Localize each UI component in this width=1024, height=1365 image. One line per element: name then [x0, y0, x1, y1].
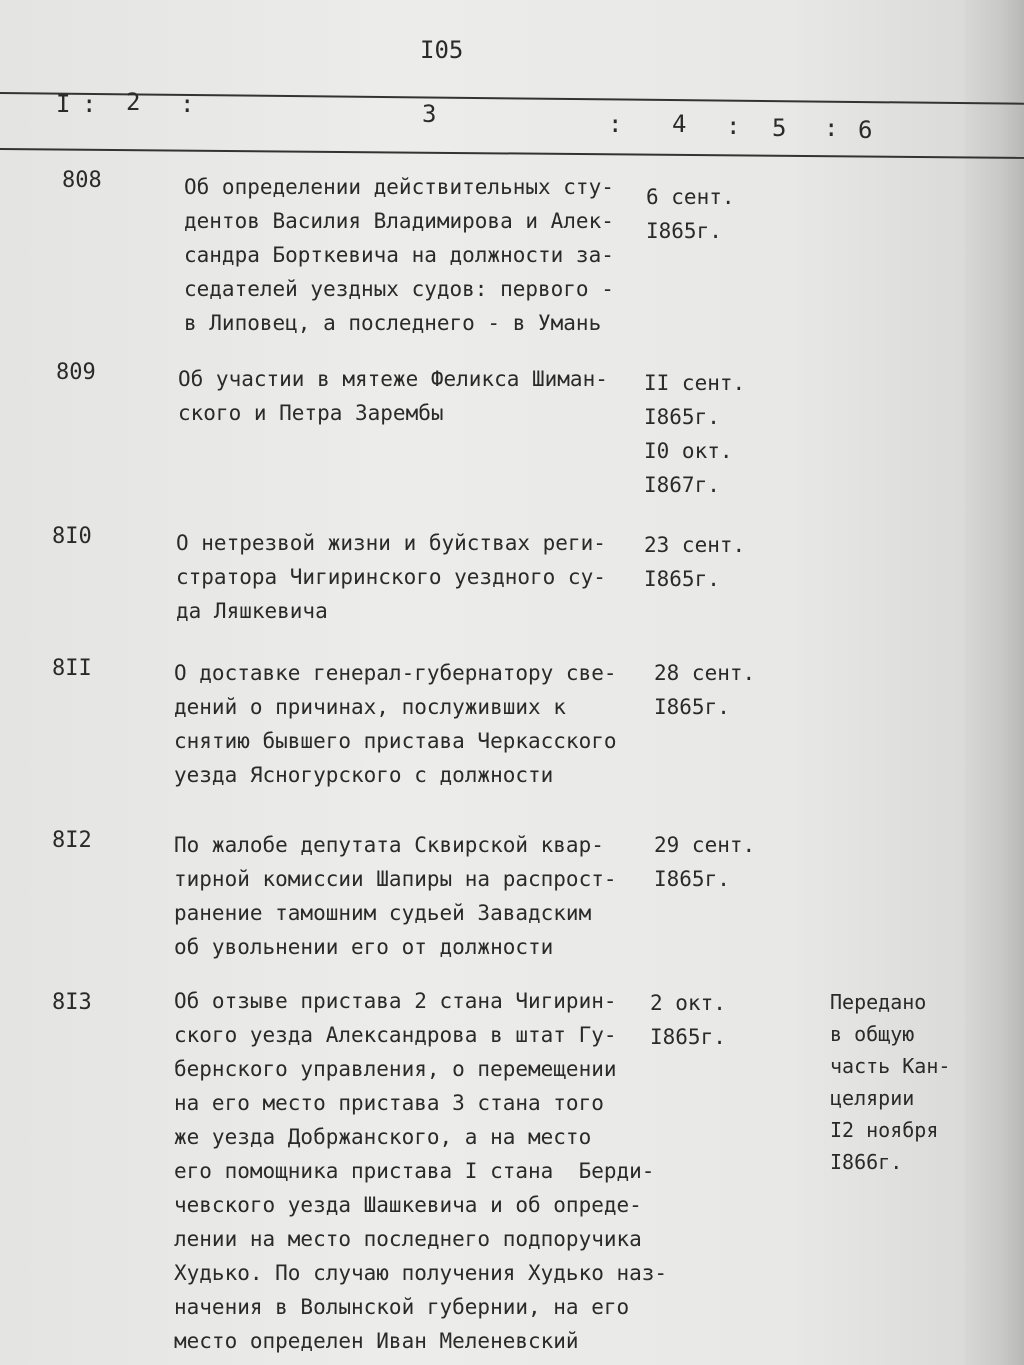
row-date: 29 сент. I865г.: [654, 833, 756, 891]
row-number: 809: [56, 360, 96, 385]
row-number: 808: [62, 168, 102, 193]
header-col-3: 3: [422, 100, 437, 128]
page-number: I05: [420, 36, 464, 64]
row-description: Об участии в мятеже Феликса Шиман- ского и Петра Зарембы: [178, 367, 608, 425]
row-number: 8I2: [52, 828, 92, 853]
page-edge: [965, 0, 1024, 1365]
row-date: II сент. I865г. I0 окт. I867г.: [644, 371, 746, 497]
row-date: 28 сент. I865г.: [654, 661, 756, 719]
row-description: Об отзыве пристава 2 стана Чигирин- ского уезда Александрова в штат Гу- бернского управления, о перемещении на его место пристава 3 стана того же уезда Добржанского, а на место его помощника пристава I стана Берди- чевского уезда Шашкевича и об опреде- лении на место последнего подпоручика Худько. По случаю получения Худько наз- начения в Волынской губернии, на его место определен Иван Меленевский: [174, 989, 668, 1353]
row-description: Об определении действительных сту- дентов Василия Владимирова и Алек- сандра Борткевича на должности за- седателей уездных судов: первого - в Липовец, а последнего - в Умань: [184, 175, 614, 335]
header-col-1: I: [56, 90, 71, 118]
header-separator: :: [82, 90, 97, 118]
row-date: 2 окт. I865г.: [650, 991, 726, 1049]
row-date: 23 сент. I865г.: [644, 533, 746, 591]
header-separator: :: [726, 112, 741, 140]
header-separator: :: [608, 110, 623, 138]
row-note: Передано в общую часть Кан- целярии I2 ноября I866г.: [830, 990, 951, 1174]
row-number: 8I3: [52, 990, 92, 1015]
header-separator: :: [824, 114, 839, 142]
row-date: 6 сент. I865г.: [646, 185, 735, 243]
header-separator: :: [180, 90, 195, 118]
row-description: О нетрезвой жизни и буйствах реги- стратора Чигиринского уездного су- да Ляшкевича: [176, 531, 606, 623]
header-col-5: 5: [772, 114, 787, 142]
row-number: 8I0: [52, 524, 92, 549]
header-col-6: 6: [858, 116, 873, 144]
row-description: По жалобе депутата Сквирской квар- тирной комиссии Шапиры на распрост- ранение тамошним судьей Завадским об увольнении его от должности: [174, 833, 617, 959]
header-col-4: 4: [672, 110, 687, 138]
row-number: 8II: [52, 656, 92, 681]
row-description: О доставке генерал-губернатору све- дений о причинах, послуживших к снятию бывшего пристава Черкасского уезда Ясногурского с должности: [174, 661, 617, 787]
header-col-2: 2: [126, 88, 141, 116]
